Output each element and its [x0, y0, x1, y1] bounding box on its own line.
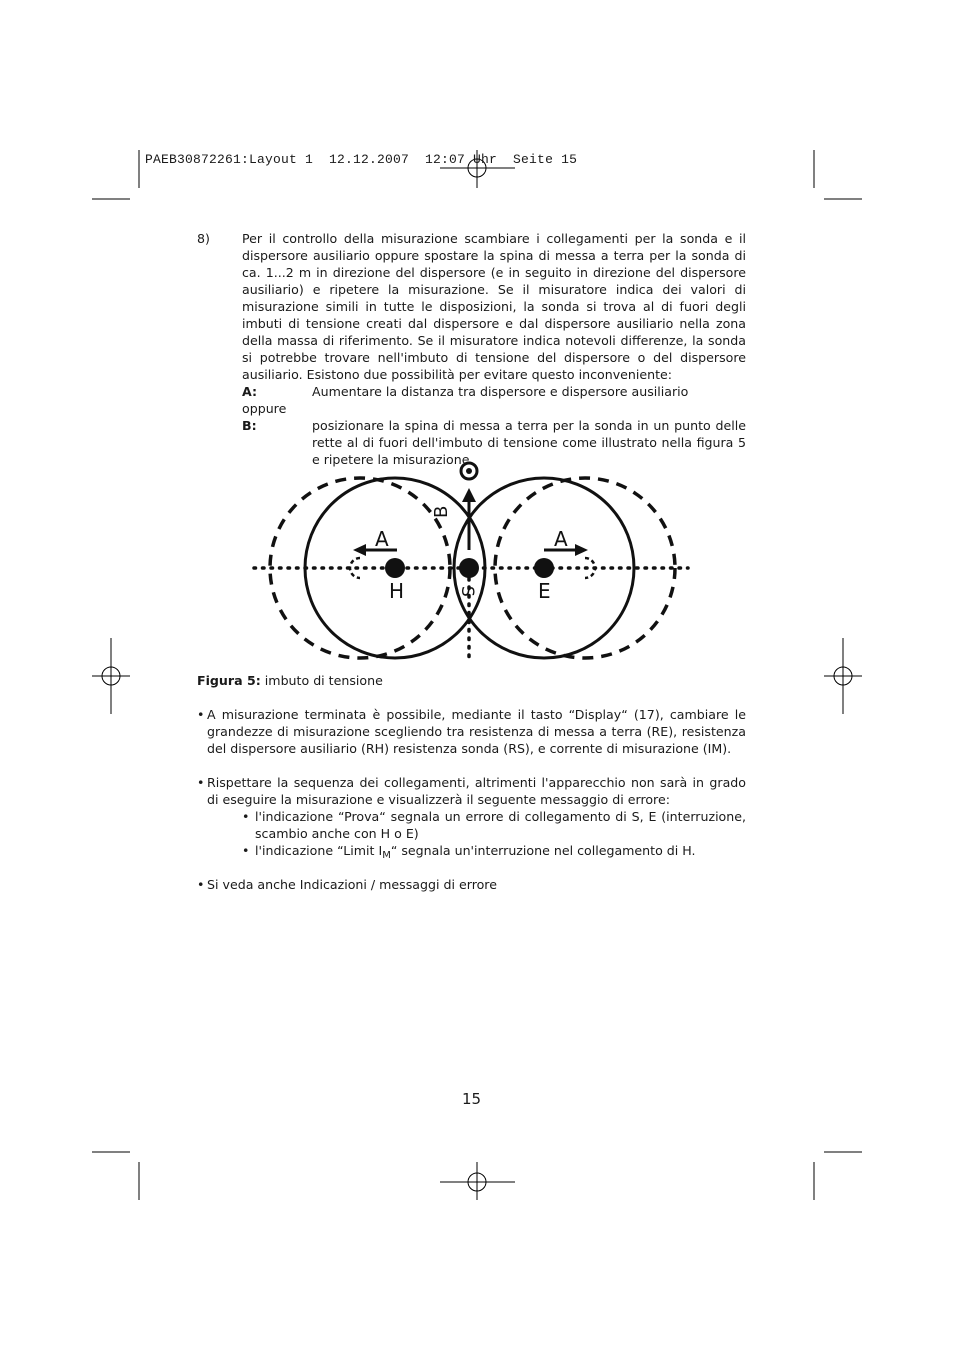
probe-new-position-dot — [466, 468, 472, 474]
electrode-h — [385, 558, 405, 578]
bullet-marker: • — [197, 707, 205, 722]
subscript-m: M — [382, 850, 391, 861]
option-a-label: A: — [242, 384, 258, 399]
bullet-text: Rispettare la sequenza dei collegamenti, altrimenti l'apparecchio non sarà in grado di eseguire la misurazione e visualizzerà il seguente messaggio di errore: — [207, 775, 746, 807]
instruction-paragraph — [242, 230, 746, 468]
figure-caption — [197, 672, 383, 689]
electrode-s — [459, 558, 479, 578]
print-slug-header: PAEB30872261:Layout 1 12.12.2007 12:07 Uhr Seite 15 — [145, 152, 578, 167]
sub-bullet-text-post: “ segnala un'interruzione nel collegamento di H. — [390, 843, 696, 858]
bullet-text: Si veda anche Indicazioni / messaggi di errore — [207, 877, 497, 892]
arrow-a-right-head — [575, 544, 588, 556]
label-b: B — [431, 505, 452, 518]
label-h: H — [389, 579, 405, 603]
instruction-text: Per il controllo della misurazione scambiare i collegamenti per la sonda e il dispersore ausiliario oppure spostare la spina di messa a terra per la sonda di ca. 1...2 m in direzione del dispersore (e in seguito in direzione del dispersore ausiliario) e ripetere la misurazione. Se il misuratore indica dei valori di misurazione simili in tutte le disposizioni, la sonda si trova al di fuori degli imbuti di tensione creati dal dispersore e dal dispersore ausiliario nella zona della massa di riferimento. Se il misuratore indica notevoli differenze, la sonda si potrebbe trovare nell'imbuto di tensione del dispersore o del dispersore ausiliario. Esistono due possibilità per evitare questo inconveniente: — [242, 231, 746, 382]
bullet-marker: • — [197, 877, 205, 892]
sub-bullet-text — [255, 842, 746, 864]
bullet-see-also — [197, 876, 746, 893]
sub-bullet-text: l'indicazione “Prova“ segnala un errore di collegamento di S, E (interruzione, scambio anche con H o E) — [255, 809, 746, 841]
page-number: 15 — [462, 1090, 482, 1108]
arrow-a-left-head — [353, 544, 366, 556]
voltage-funnel-diagram — [252, 458, 692, 666]
sub-bullet-marker: • — [242, 843, 250, 858]
bullet-display-key — [197, 706, 746, 757]
caption-label: Figura 5: — [197, 673, 261, 688]
bullet-connection-sequence — [197, 774, 746, 864]
bullet-text: A misurazione terminata è possibile, mediante il tasto “Display“ (17), cambiare le grandezze di misurazione scegliendo tra resistenza di messa a terra (RE), resistenza del dispersore ausiliario (RH) resistenza sonda (RS), e corrente di misurazione (IM). — [207, 707, 746, 756]
sub-bullet-marker: • — [242, 809, 250, 824]
label-a-left: A — [375, 527, 389, 551]
caption-text: imbuto di tensione — [260, 673, 383, 688]
option-b-label: B: — [242, 418, 257, 433]
bullet-marker: • — [197, 775, 205, 790]
sub-bullet-text-pre: l'indicazione “Limit I — [255, 843, 383, 858]
label-e: E — [538, 579, 551, 603]
electrode-e — [534, 558, 554, 578]
option-a — [242, 383, 746, 400]
option-b-text: posizionare la spina di messa a terra per la sonda in un punto delle rette al di fuori dell'imbuto di tensione come illustrato nella figura 5 e ripetere la misurazione. — [312, 418, 746, 467]
label-s: S — [457, 586, 477, 597]
or-text: oppure — [242, 401, 287, 416]
option-a-text: Aumentare la distanza tra dispersore e dispersore ausiliario — [312, 384, 689, 399]
item-number: 8) — [197, 231, 210, 246]
arrow-b-head — [462, 488, 476, 502]
label-a-right: A — [554, 527, 568, 551]
